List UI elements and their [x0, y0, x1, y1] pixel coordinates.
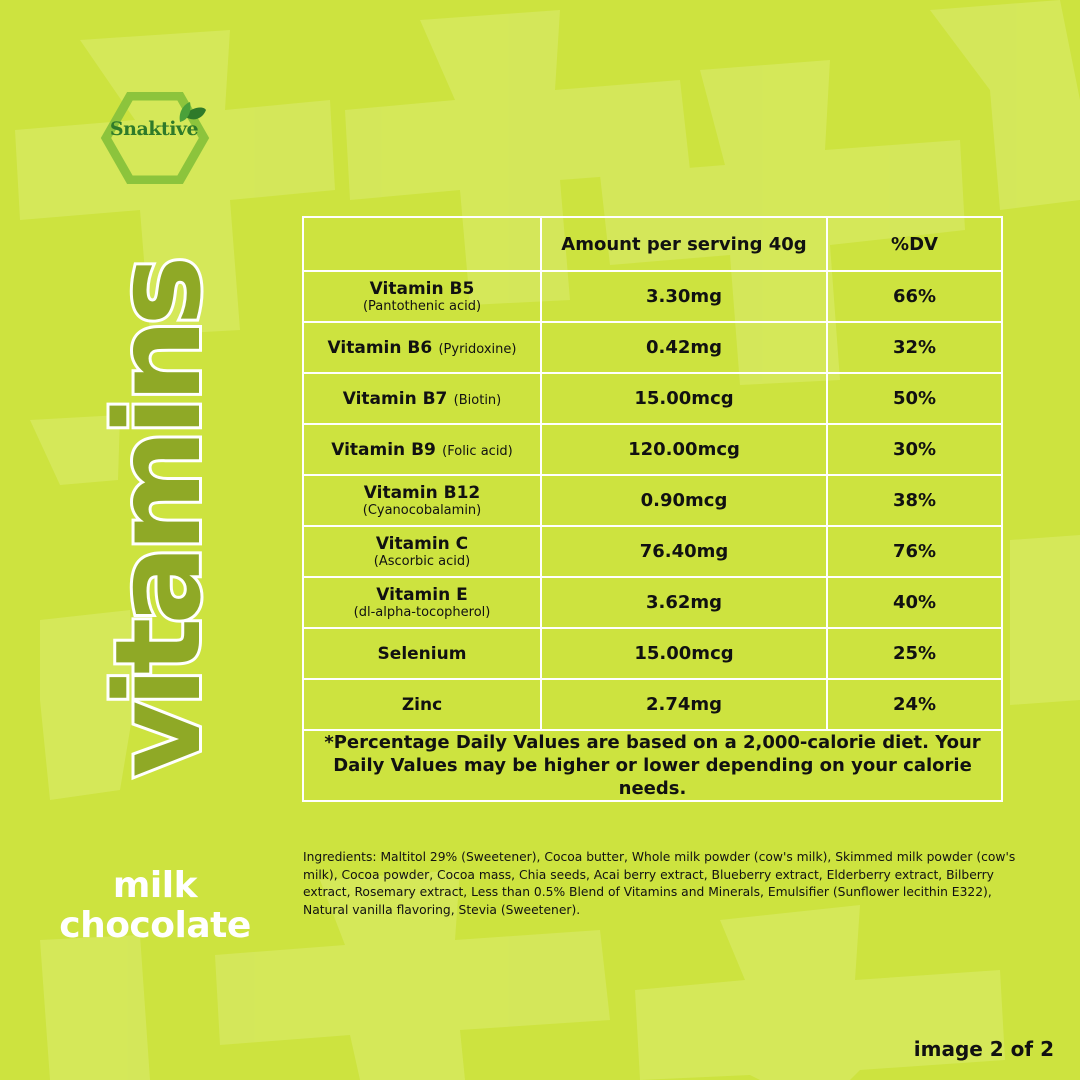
nutrient-sci-name: (Ascorbic acid) [373, 553, 471, 569]
header-name [303, 217, 541, 271]
nutrient-cell [303, 526, 541, 577]
dv-cell: 25% [827, 628, 1002, 679]
nutrient-sci-name: (dl-alpha-tocopherol) [353, 604, 491, 620]
nutrient-cell [303, 679, 541, 730]
nutrient-name: Zinc [401, 695, 443, 715]
dv-cell: 24% [827, 679, 1002, 730]
dv-cell: 40% [827, 577, 1002, 628]
table-row [303, 271, 1002, 322]
brand-name: Snaktive [109, 118, 199, 140]
nutrient-cell [303, 628, 541, 679]
nutrient-name: Vitamin B5 [369, 278, 475, 299]
nutrient-cell [303, 424, 541, 475]
table-row [303, 373, 1002, 424]
dv-cell: 38% [827, 475, 1002, 526]
daily-value-note: *Percentage Daily Values are based on a 2,000-calorie diet. Your Daily Values may be higher or lower depending on your calorie needs. [303, 730, 1002, 801]
header-dv: %DV [827, 217, 1002, 271]
nutrient-name: Vitamin C [375, 533, 469, 554]
nutrient-sci-name: (Biotin) [453, 393, 502, 408]
amount-cell: 15.00mcg [541, 373, 827, 424]
dv-cell: 66% [827, 271, 1002, 322]
nutrient-sci-name: (Folic acid) [442, 444, 513, 459]
table-note-row [303, 730, 1002, 801]
subtitle-line-1: milk [112, 865, 198, 906]
nutrient-sci-name: (Pantothenic acid) [362, 298, 482, 314]
nutrient-sci-name: (Pyridoxine) [438, 342, 517, 357]
nutrient-cell [303, 577, 541, 628]
page-indicator: image 2 of 2 [913, 1037, 1054, 1061]
vitamins-title: vitamins [89, 262, 227, 778]
amount-cell: 15.00mcg [541, 628, 827, 679]
header-amount: Amount per serving 40g [541, 217, 827, 271]
nutrient-name: Vitamin E [376, 584, 468, 605]
amount-cell: 76.40mg [541, 526, 827, 577]
table-row [303, 526, 1002, 577]
nutrient-sci-name: (Cyanocobalamin) [362, 502, 482, 518]
amount-cell: 0.42mg [541, 322, 827, 373]
amount-cell: 120.00mcg [541, 424, 827, 475]
product-subtitle [30, 866, 280, 946]
amount-cell: 0.90mcg [541, 475, 827, 526]
amount-cell: 3.62mg [541, 577, 827, 628]
subtitle-line-2: chocolate [59, 905, 251, 946]
nutrient-name: Vitamin B7 [342, 389, 448, 409]
vitamins-table [302, 216, 1003, 802]
dv-cell: 30% [827, 424, 1002, 475]
amount-cell: 2.74mg [541, 679, 827, 730]
nutrient-name: Selenium [377, 644, 467, 664]
nutrient-cell [303, 271, 541, 322]
nutrient-name: Vitamin B12 [363, 482, 481, 503]
table-row [303, 475, 1002, 526]
table-row [303, 679, 1002, 730]
dv-cell: 76% [827, 526, 1002, 577]
amount-cell: 3.30mg [541, 271, 827, 322]
dv-cell: 50% [827, 373, 1002, 424]
table-header-row [303, 217, 1002, 271]
nutrient-name: Vitamin B6 [327, 338, 433, 358]
nutrient-name: Vitamin B9 [331, 440, 436, 460]
table-row [303, 628, 1002, 679]
dv-cell: 32% [827, 322, 1002, 373]
brand-logo [100, 92, 210, 184]
table-row [303, 577, 1002, 628]
ingredients-text: Ingredients: Maltitol 29% (Sweetener), Cocoa butter, Whole milk powder (cow's milk), Skimmed milk powder (cow's milk), Cocoa powder, Cocoa mass, Chia seeds, Acai berry extract, Blueberry extract, Elderberry extract, Bilberry extract, Rosemary extract, Less than 0.5% Blend of Vitamins and Minerals, Emulsifier (Sunflower lecithin E322), Natural vanilla flavoring, Stevia (Sweetener). [303, 850, 1016, 917]
table-row [303, 322, 1002, 373]
nutrient-cell [303, 475, 541, 526]
nutrient-cell [303, 373, 541, 424]
nutrient-cell [303, 322, 541, 373]
table-row [303, 424, 1002, 475]
